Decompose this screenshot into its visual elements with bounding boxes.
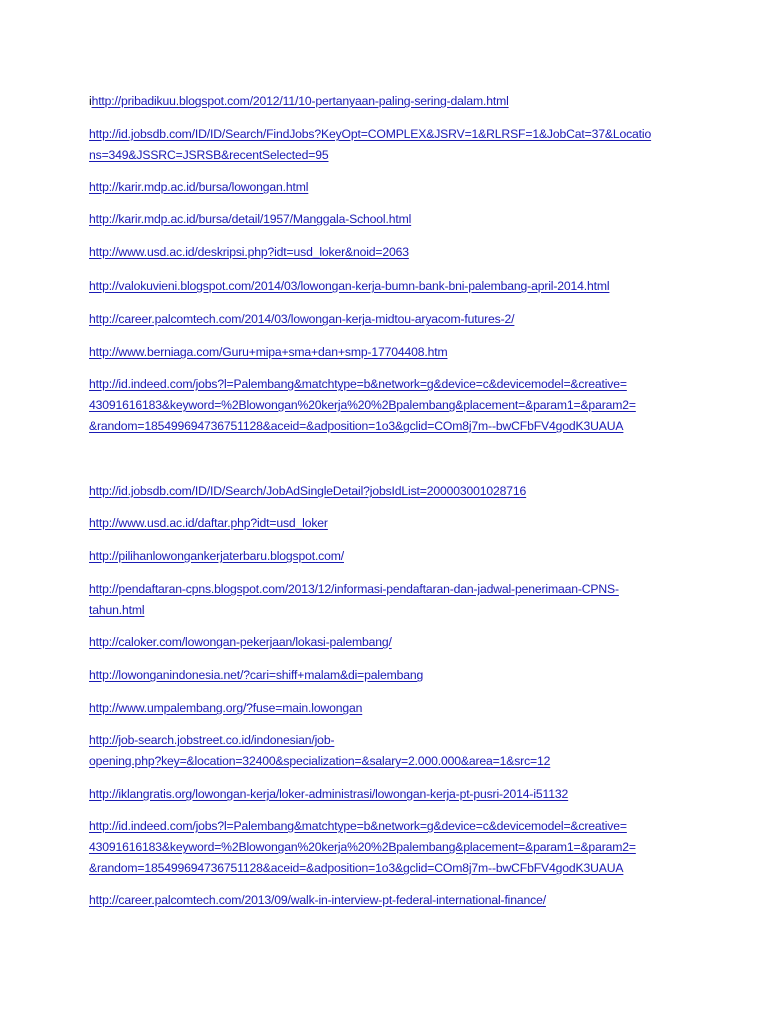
link-item [89,546,689,567]
hyperlink[interactable]: 43091616183&keyword=%2Blowongan%20kerja%20%2Bpalembang&placement=&param1=&param2= [89,840,636,854]
hyperlink[interactable]: http://valokuvieni.blogspot.com/2014/03/lowongan-kerja-bumn-bank-bni-palembang-april-2014.html [89,279,610,293]
link-item [89,890,689,911]
hyperlink[interactable]: tahun.html [89,603,145,617]
link-item [89,784,689,805]
hyperlink[interactable]: http://career.palcomtech.com/2014/03/lowongan-kerja-midtou-aryacom-futures-2/ [89,312,515,326]
hyperlink[interactable]: http://www.berniaga.com/Guru+mipa+sma+dan+smp-17704408.htm [89,345,448,359]
link-item [89,276,689,297]
hyperlink[interactable]: http://job-search.jobstreet.co.id/indonesian/job- [89,733,335,747]
hyperlink[interactable]: http://www.usd.ac.id/deskripsi.php?idt=usd_loker&noid=2063 [89,245,409,259]
hyperlink[interactable]: http://iklangratis.org/lowongan-kerja/loker-administrasi/lowongan-kerja-pt-pusri-2014-i51132 [89,787,569,801]
link-item [89,91,689,112]
hyperlink[interactable]: opening.php?key=&location=32400&specialization=&salary=2.000.000&area=1&src=12 [89,754,551,768]
link-item [89,513,689,534]
hyperlink[interactable]: ns=349&JSSRC=JSRSB&recentSelected=95 [89,148,329,162]
hyperlink[interactable]: http://id.indeed.com/jobs?l=Palembang&matchtype=b&network=g&device=c&devicemodel=&creative= [89,819,627,833]
hyperlink[interactable]: http://www.usd.ac.id/daftar.php?idt=usd_loker [89,516,328,530]
hyperlink[interactable]: 43091616183&keyword=%2Blowongan%20kerja%20%2Bpalembang&placement=&param1=&param2= [89,398,636,412]
link-item [89,481,689,502]
link-item [89,579,689,621]
link-item [89,209,689,230]
stray-prefix-text: i [89,94,92,108]
link-item [89,309,689,330]
link-item [89,665,689,686]
hyperlink[interactable]: http://id.jobsdb.com/ID/ID/Search/FindJobs?KeyOpt=COMPLEX&JSRV=1&RLRSF=1&JobCat=37&Locatio [89,127,652,141]
hyperlink[interactable]: http://karir.mdp.ac.id/bursa/detail/1957/Manggala-School.html [89,212,412,226]
link-item [89,816,689,879]
hyperlink[interactable]: http://lowonganindonesia.net/?cari=shiff+malam&di=palembang [89,668,424,682]
link-item [89,730,689,772]
link-item [89,242,689,263]
link-item [89,698,689,719]
hyperlink[interactable]: http://pendaftaran-cpns.blogspot.com/2013/12/informasi-pendaftaran-dan-jadwal-penerimaan-CPNS- [89,582,619,596]
hyperlink[interactable]: &random=185499694736751128&aceid=&adposition=1o3&gclid=COm8j7m--bwCFbFV4godK3UAUA [89,419,624,433]
hyperlink[interactable]: http://id.indeed.com/jobs?l=Palembang&matchtype=b&network=g&device=c&devicemodel=&creative= [89,377,627,391]
hyperlink[interactable]: http://pribadikuu.blogspot.com/2012/11/10-pertanyaan-paling-sering-dalam.html [91,94,509,108]
hyperlink[interactable]: http://id.jobsdb.com/ID/ID/Search/JobAdSingleDetail?jobsIdList=200003001028716 [89,484,527,498]
link-item [89,632,689,653]
hyperlink[interactable]: http://www.umpalembang.org/?fuse=main.lowongan [89,701,363,715]
link-item [89,177,689,198]
hyperlink[interactable]: http://karir.mdp.ac.id/bursa/lowongan.html [89,180,309,194]
hyperlink[interactable]: http://career.palcomtech.com/2013/09/walk-in-interview-pt-federal-international-finance/ [89,893,546,907]
link-first-line [89,91,689,112]
hyperlink[interactable]: http://pilihanlowongankerjaterbaru.blogspot.com/ [89,549,344,563]
hyperlink[interactable]: http://caloker.com/lowongan-pekerjaan/lokasi-palembang/ [89,635,392,649]
link-item [89,124,689,166]
link-item [89,374,689,437]
link-item [89,342,689,363]
hyperlink[interactable]: &random=185499694736751128&aceid=&adposition=1o3&gclid=COm8j7m--bwCFbFV4godK3UAUA [89,861,624,875]
